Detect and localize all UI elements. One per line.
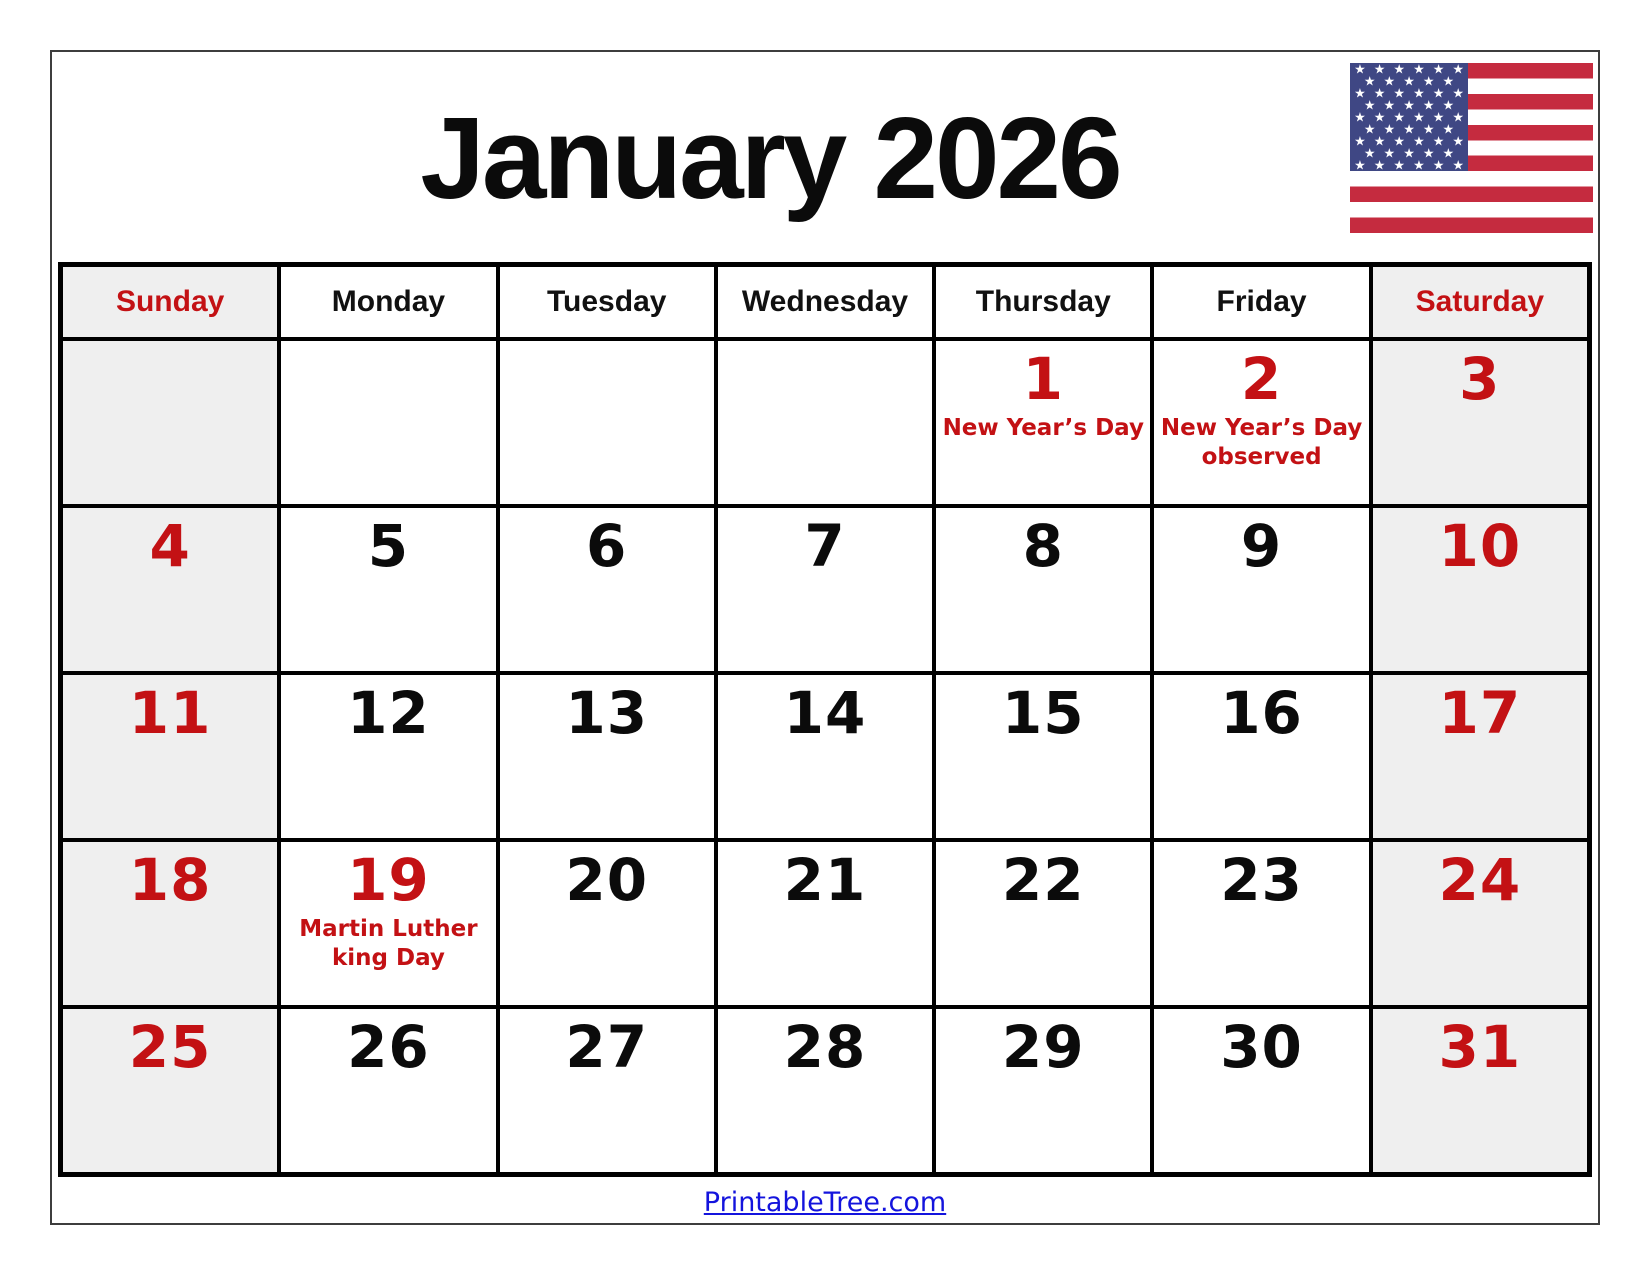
svg-text:★: ★ [1413,86,1425,102]
day-cell [1373,675,1587,838]
svg-text:★: ★ [1393,134,1406,150]
day-number: 15 [1001,679,1085,747]
day-cell [718,1009,932,1172]
day-cell [500,1009,714,1172]
svg-text:★: ★ [1422,122,1435,138]
svg-text:★: ★ [1413,158,1425,172]
day-cell [1373,842,1587,1005]
svg-text:★: ★ [1432,63,1445,78]
svg-text:★: ★ [1363,122,1376,138]
svg-text:★: ★ [1442,146,1455,162]
day-cell [718,508,932,671]
day-number: 23 [1220,846,1303,914]
svg-text:★: ★ [1452,63,1465,78]
svg-text:★: ★ [1354,86,1366,102]
svg-text:★: ★ [1354,158,1366,172]
svg-text:★: ★ [1422,74,1435,90]
svg-text:★: ★ [1413,110,1425,126]
day-number: 17 [1438,679,1522,747]
svg-text:★: ★ [1363,74,1376,90]
day-number: 24 [1438,846,1522,914]
weekday-header-tuesday [500,267,714,337]
day-number: 12 [347,679,430,747]
svg-text:★: ★ [1363,146,1376,162]
day-number: 2 [1240,345,1283,413]
weekday-header-saturday [1373,267,1587,337]
day-number: 14 [783,679,867,747]
day-cell [281,341,495,504]
day-cell [1154,675,1368,838]
svg-text:★: ★ [1442,74,1455,90]
day-cell [281,508,495,671]
svg-text:★: ★ [1373,63,1386,78]
weekday-label: Wednesday [741,285,909,318]
day-cell [1154,508,1368,671]
svg-text:★: ★ [1403,122,1415,138]
us-flag-icon [1350,63,1593,233]
svg-text:★: ★ [1383,146,1396,162]
day-number: 8 [1022,512,1064,580]
svg-text:★: ★ [1393,110,1406,126]
page-title: January 2026 [420,93,1120,223]
day-number: 11 [128,679,212,747]
calendar-grid [58,262,1592,1177]
footer-link[interactable]: PrintableTree.com [703,1187,947,1218]
svg-text:★: ★ [1393,63,1406,78]
day-cell [63,1009,277,1172]
weekday-header-thursday [936,267,1150,337]
day-cell [281,1009,495,1172]
day-cell [1373,341,1587,504]
svg-text:★: ★ [1354,110,1366,126]
weekday-label: Friday [1216,285,1307,318]
svg-text:★: ★ [1393,86,1406,102]
weekday-label: Sunday [115,285,225,318]
svg-text:★: ★ [1373,134,1386,150]
day-number: 9 [1240,512,1283,580]
day-number: 27 [565,1013,649,1081]
day-cell [63,675,277,838]
weekday-header-sunday [63,267,277,337]
weekday-label: Monday [331,285,446,318]
day-number: 26 [347,1013,430,1081]
day-number: 4 [149,512,191,580]
svg-text:★: ★ [1354,134,1366,150]
flag-stars [1350,63,1468,171]
day-cell [281,675,495,838]
day-number: 6 [586,512,628,580]
day-cell [500,341,714,504]
day-number: 21 [783,846,867,914]
day-number: 29 [1001,1013,1085,1081]
day-number: 10 [1438,512,1522,580]
day-cell [718,675,932,838]
day-cell [63,842,277,1005]
svg-text:★: ★ [1373,158,1386,172]
weekday-label: Saturday [1415,285,1545,318]
svg-text:★: ★ [1432,158,1445,172]
day-cell [500,675,714,838]
svg-text:★: ★ [1432,86,1445,102]
svg-text:★: ★ [1413,63,1425,78]
day-number: 16 [1220,679,1303,747]
svg-text:★: ★ [1393,158,1406,172]
flag-canton [1350,63,1468,171]
day-cell [936,508,1150,671]
svg-text:★: ★ [1413,134,1425,150]
day-cell [500,842,714,1005]
day-number: 31 [1438,1013,1522,1081]
svg-text:★: ★ [1383,122,1396,138]
svg-text:★: ★ [1354,63,1366,78]
svg-text:★: ★ [1452,158,1465,172]
page-frame [50,50,1600,1225]
svg-text:★: ★ [1442,98,1455,114]
weekday-label: Tuesday [546,285,667,318]
day-cell [1154,842,1368,1005]
day-cell [718,842,932,1005]
svg-text:★: ★ [1422,98,1435,114]
holiday-label: New Year’s Day observed [1160,414,1363,470]
day-cell [936,341,1150,504]
day-cell [936,675,1150,838]
day-number: 13 [565,679,649,747]
day-number: 7 [804,512,846,580]
day-cell [1373,508,1587,671]
svg-text:★: ★ [1403,98,1415,114]
svg-text:★: ★ [1363,98,1376,114]
svg-text:★: ★ [1373,86,1386,102]
weekday-header-friday [1154,267,1368,337]
weekday-header-wednesday [718,267,932,337]
day-cell [936,842,1150,1005]
svg-text:★: ★ [1452,86,1465,102]
svg-text:★: ★ [1403,74,1415,90]
weekday-header-monday [281,267,495,337]
svg-text:★: ★ [1432,110,1445,126]
day-cell [1373,1009,1587,1172]
footer [52,1187,1598,1218]
day-number: 5 [367,512,410,580]
day-cell [63,508,277,671]
svg-text:★: ★ [1422,146,1435,162]
day-number: 22 [1001,846,1085,914]
day-cell [936,1009,1150,1172]
day-number: 28 [783,1013,867,1081]
day-cell [281,842,495,1005]
svg-text:★: ★ [1383,98,1396,114]
weekday-label: Thursday [975,285,1111,318]
day-number: 20 [565,846,649,914]
day-number: 1 [1022,345,1064,413]
day-cell [63,341,277,504]
svg-text:★: ★ [1403,146,1415,162]
svg-text:★: ★ [1383,74,1396,90]
day-number: 25 [128,1013,212,1081]
day-number: 3 [1459,345,1501,413]
day-number: 19 [347,846,430,914]
svg-text:★: ★ [1452,134,1465,150]
svg-text:★: ★ [1442,122,1455,138]
day-cell [1154,341,1368,504]
svg-text:★: ★ [1452,110,1465,126]
svg-text:★: ★ [1432,134,1445,150]
day-number: 30 [1220,1013,1303,1081]
svg-text:★: ★ [1373,110,1386,126]
day-number: 18 [128,846,212,914]
day-cell [718,341,932,504]
holiday-label: Martin Luther king Day [299,915,478,971]
day-cell [1154,1009,1368,1172]
day-cell [500,508,714,671]
holiday-label: New Year’s Day [942,414,1144,441]
